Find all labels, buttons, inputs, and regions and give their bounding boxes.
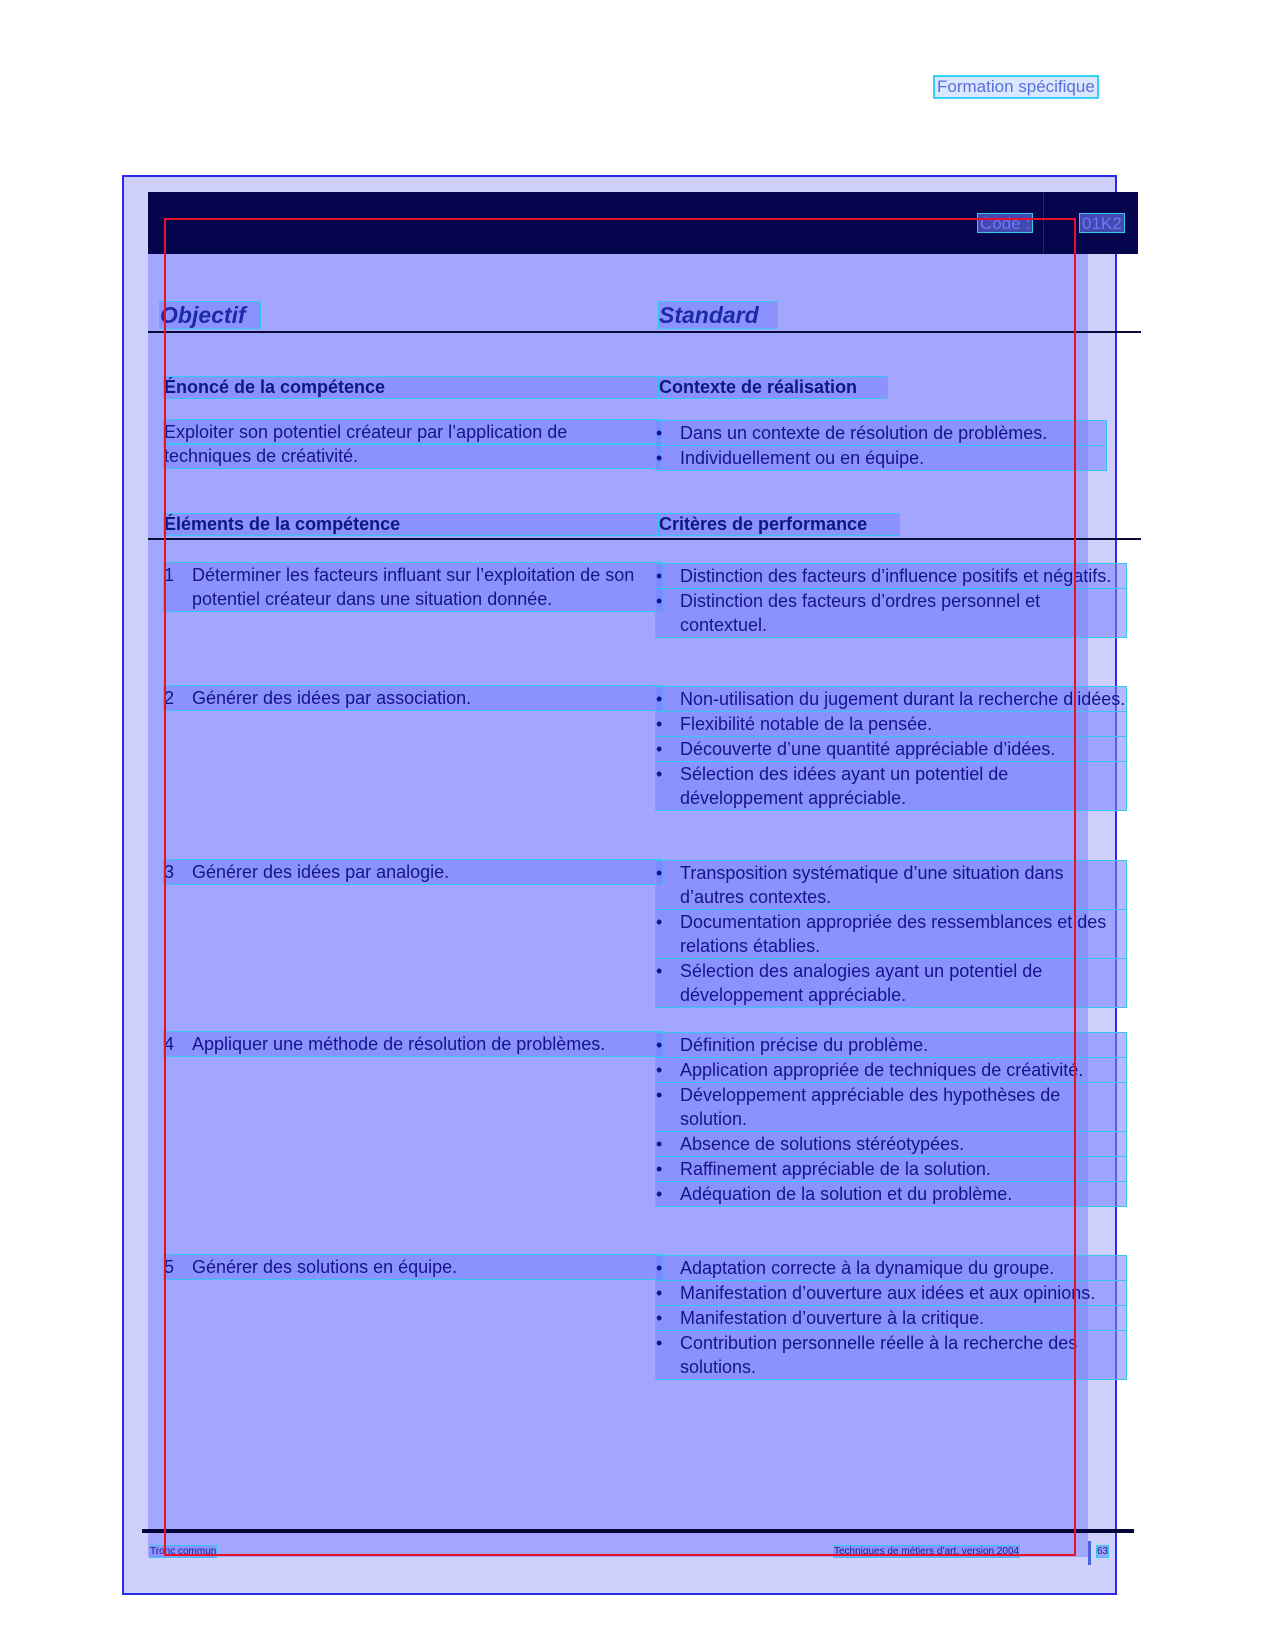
enonce-text xyxy=(164,420,660,468)
criterion-item: • Définition précise du problème. xyxy=(656,1033,1126,1057)
objective-title: Objectif xyxy=(160,302,260,328)
enonce-line: techniques de créativité. xyxy=(164,444,660,468)
bullet-icon: • xyxy=(656,1283,663,1303)
bullet-icon: • xyxy=(656,566,663,586)
element-number: 3 xyxy=(164,862,175,882)
document-section-label: Formation spécifique xyxy=(937,77,1095,96)
bullet-icon: • xyxy=(656,423,663,443)
standard-title: Standard xyxy=(659,302,777,328)
bullet-icon: • xyxy=(656,863,663,883)
element-text: Générer des solutions en équipe. xyxy=(192,1257,458,1277)
code-value: 01K2 xyxy=(1082,214,1122,233)
criterion-item: • Contribution personnelle réelle à la recherche des solutions. xyxy=(656,1331,1126,1379)
element-row-2 xyxy=(164,686,662,710)
element-number: 1 xyxy=(164,565,175,585)
bullet-icon: • xyxy=(656,1308,663,1328)
elements-heading: Éléments de la compétence xyxy=(164,514,659,535)
title-divider xyxy=(148,331,1141,333)
criterion-item: • Raffinement appréciable de la solution. xyxy=(656,1157,1126,1181)
footer-left: Tronc commun xyxy=(150,1546,217,1557)
criterion-item: • Distinction des facteurs d’influence positifs et négatifs. xyxy=(656,564,1126,588)
criterion-item: • Découverte d’une quantité appréciable d’idées. xyxy=(656,737,1126,761)
bullet-icon: • xyxy=(656,714,663,734)
bullet-icon: • xyxy=(656,1184,663,1204)
criterion-item: • Sélection des analogies ayant un potentiel de développement appréciable. xyxy=(656,959,1126,1007)
criterion-item: • Développement appréciable des hypothèses de solution. xyxy=(656,1083,1126,1131)
contexte-item: • Dans un contexte de résolution de problèmes. xyxy=(656,421,1106,445)
contexte-item: • Individuellement ou en équipe. xyxy=(656,446,1106,470)
criterion-item: • Non-utilisation du jugement durant la recherche d’idées. xyxy=(656,689,1126,709)
criteria-list-1 xyxy=(656,564,1126,638)
criterion-item: • Sélection des idées ayant un potentiel de développement appréciable. xyxy=(656,762,1126,810)
enonce-heading: Énoncé de la compétence xyxy=(164,377,659,398)
footer-rule xyxy=(142,1529,1134,1533)
criteria-list-4 xyxy=(656,1033,1126,1207)
criterion-item: • Application appropriée de techniques de créativité. xyxy=(656,1058,1126,1082)
criteria-list-3 xyxy=(656,861,1126,1008)
footer-right: Techniques de métiers d’art, version 2004 xyxy=(834,1546,1020,1557)
criteres-heading: Critères de performance xyxy=(659,514,899,535)
element-number: 2 xyxy=(164,688,175,708)
contexte-list xyxy=(656,421,1106,471)
bullet-icon: • xyxy=(656,912,663,932)
criterion-item: • Absence de solutions stéréotypées. xyxy=(656,1132,1126,1156)
element-text: Générer des idées par analogie. xyxy=(192,862,450,882)
bullet-icon: • xyxy=(656,689,663,709)
criterion-item: • Adaptation correcte à la dynamique du groupe. xyxy=(656,1256,1126,1280)
bullet-icon: • xyxy=(656,1333,663,1353)
bullet-icon: • xyxy=(656,1258,663,1278)
bullet-icon: • xyxy=(656,739,663,759)
elements-divider xyxy=(148,538,1141,540)
bullet-icon: • xyxy=(656,1085,663,1105)
bullet-icon: • xyxy=(656,591,663,611)
element-row-5 xyxy=(164,1255,662,1279)
element-row-1 xyxy=(164,563,662,611)
bullet-icon: • xyxy=(656,1159,663,1179)
element-row-4 xyxy=(164,1032,662,1056)
bullet-icon: • xyxy=(656,961,663,981)
element-row-3 xyxy=(164,860,662,884)
element-number: 5 xyxy=(164,1257,175,1277)
header-divider xyxy=(1043,192,1044,254)
bullet-icon: • xyxy=(656,1035,663,1055)
criterion-item: • Adéquation de la solution et du problème. xyxy=(656,1182,1126,1206)
criterion-item: • Documentation appropriée des ressemblances et des relations établies. xyxy=(656,910,1126,958)
enonce-line: Exploiter son potentiel créateur par l’application de xyxy=(164,420,660,444)
criterion-item: • Transposition systématique d’une situation dans d’autres contextes. xyxy=(656,861,1126,909)
element-text: Appliquer une méthode de résolution de problèmes. xyxy=(192,1034,606,1054)
element-text: Déterminer les facteurs influant sur l’exploitation de son potentiel créateur dans une situation donnée. xyxy=(192,565,635,609)
element-text: Générer des idées par association. xyxy=(192,688,472,708)
page-number-separator xyxy=(1088,1541,1091,1565)
page-number: 63 xyxy=(1097,1546,1109,1557)
contexte-heading: Contexte de réalisation xyxy=(659,377,887,398)
criterion-item: • Manifestation d’ouverture à la critique. xyxy=(656,1306,1126,1330)
element-number: 4 xyxy=(164,1034,175,1054)
criteria-list-5 xyxy=(656,1256,1126,1380)
criteria-list-2 xyxy=(656,687,1126,811)
bullet-icon: • xyxy=(656,448,663,468)
code-label: Code : xyxy=(980,214,1031,233)
criterion-item: • Distinction des facteurs d’ordres personnel et contextuel. xyxy=(656,589,1126,637)
criterion-item: • Flexibilité notable de la pensée. xyxy=(656,712,1126,736)
bullet-icon: • xyxy=(656,1060,663,1080)
bullet-icon: • xyxy=(656,764,663,784)
bullet-icon: • xyxy=(656,1134,663,1154)
criterion-item: • Manifestation d’ouverture aux idées et aux opinions. xyxy=(656,1281,1126,1305)
